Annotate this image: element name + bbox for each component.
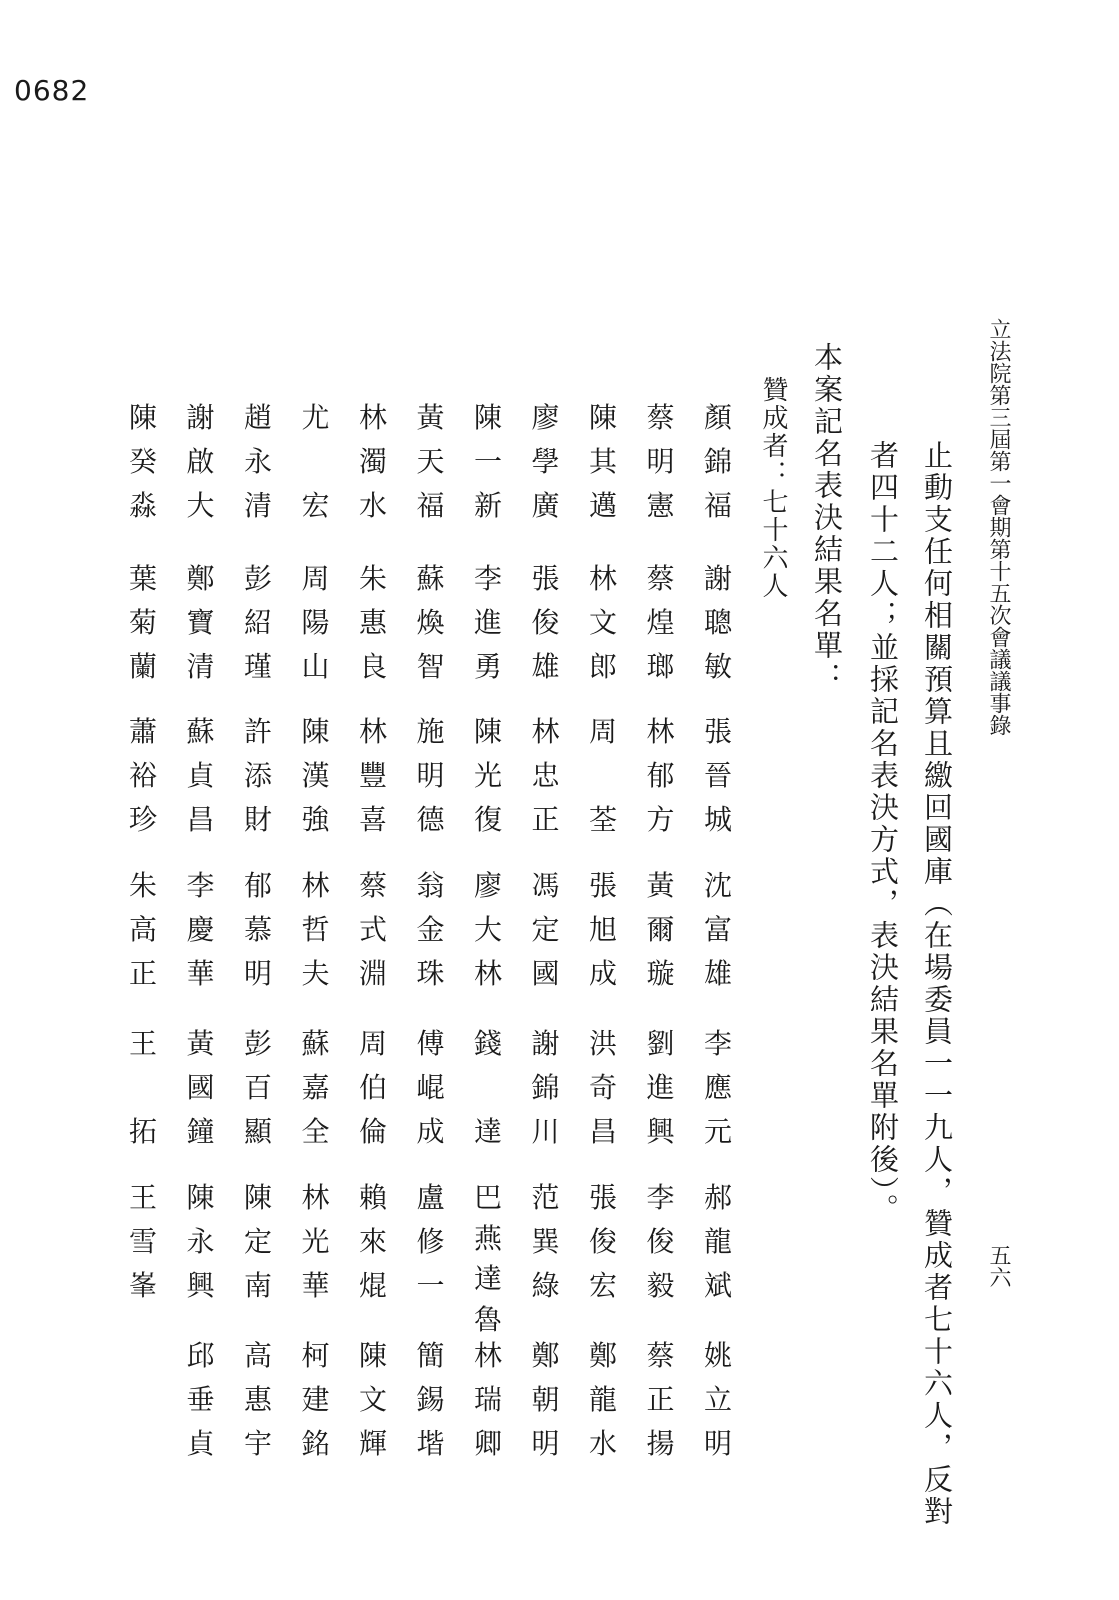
member-name: 劉 進 興 <box>646 1027 675 1148</box>
member-name: 張 旭 成 <box>589 869 618 990</box>
member-name: 黃 爾 璇 <box>646 869 675 990</box>
member-name: 范 巽 綠 <box>531 1181 560 1302</box>
member-name: 蔡 正 揚 <box>646 1339 675 1460</box>
member-name: 李 俊 毅 <box>646 1181 675 1302</box>
member-name: 謝 聰 敏 <box>704 562 733 683</box>
member-name: 李 應 元 <box>704 1027 733 1148</box>
member-name: 蔡 式 淵 <box>359 869 388 990</box>
member-name: 張 俊 宏 <box>589 1181 618 1302</box>
member-name: 廖 學 廣 <box>531 401 560 522</box>
member-name: 陳 癸 淼 <box>129 401 158 522</box>
member-name: 張 晉 城 <box>704 715 733 836</box>
member-name: 彭 紹 瑾 <box>244 562 273 683</box>
member-name: 陳 文 輝 <box>359 1339 388 1460</box>
member-name: 李 慶 華 <box>186 869 215 990</box>
member-name: 柯 建 銘 <box>301 1339 330 1460</box>
member-name: 沈 富 雄 <box>704 869 733 990</box>
member-name: 周 伯 倫 <box>359 1027 388 1148</box>
member-name: 林 瑞 卿 <box>474 1339 503 1460</box>
yes-votes-heading: 贊成者：七十六人 <box>758 376 788 600</box>
member-name: 謝 錦 川 <box>531 1027 560 1148</box>
member-name: 張 俊 雄 <box>531 562 560 683</box>
member-name: 趙 永 清 <box>244 401 273 522</box>
member-name: 林 光 華 <box>301 1181 330 1302</box>
member-name: 林 郁 方 <box>646 715 675 836</box>
member-name: 廖 大 林 <box>474 869 503 990</box>
result-list-title: 本案記名表決結果名單： <box>810 342 844 694</box>
folio-number: 五六 <box>986 1244 1011 1288</box>
member-name: 施 明 德 <box>416 715 445 836</box>
member-name: 陳 永 興 <box>186 1181 215 1302</box>
member-name: 周 陽 山 <box>301 562 330 683</box>
member-name: 傅 崐 成 <box>416 1027 445 1148</box>
member-name: 陳 光 復 <box>474 715 503 836</box>
member-name: 蘇 嘉 全 <box>301 1027 330 1148</box>
member-name: 馮 定 國 <box>531 869 560 990</box>
member-name: 洪 奇 昌 <box>589 1027 618 1148</box>
member-name: 盧 修 一 <box>416 1181 445 1302</box>
member-name: 蔡 明 憲 <box>646 401 675 522</box>
member-name: 王 雪 峯 <box>129 1181 158 1302</box>
member-name: 林 文 郎 <box>589 562 618 683</box>
page-number: 0682 <box>14 74 90 107</box>
member-name: 許 添 財 <box>244 715 273 836</box>
member-name: 郝 龍 斌 <box>704 1181 733 1302</box>
member-name: 陳 漢 強 <box>301 715 330 836</box>
body-text-line-1: 止動支任何相關預算且繳回國庫（在場委員一一九人，贊成者七十六人，反對 <box>920 440 954 1528</box>
member-name: 朱 高 正 <box>129 869 158 990</box>
member-name: 陳 其 邁 <box>589 401 618 522</box>
member-name: 彭 百 顯 <box>244 1027 273 1148</box>
member-name: 蕭 裕 珍 <box>129 715 158 836</box>
member-name: 林 濁 水 <box>359 401 388 522</box>
member-name: 鄭 朝 明 <box>531 1339 560 1460</box>
member-name: 翁 金 珠 <box>416 869 445 990</box>
member-name: 顏 錦 福 <box>704 401 733 522</box>
member-name: 朱 惠 良 <box>359 562 388 683</box>
member-name: 謝 啟 大 <box>186 401 215 522</box>
member-name: 鄭 龍 水 <box>589 1339 618 1460</box>
member-name: 林 忠 正 <box>531 715 560 836</box>
member-name: 周 荃 <box>589 715 618 836</box>
member-name: 林 哲 夫 <box>301 869 330 990</box>
member-name: 林 豐 喜 <box>359 715 388 836</box>
member-name: 邱 垂 貞 <box>186 1339 215 1460</box>
member-name: 陳 定 南 <box>244 1181 273 1302</box>
member-name: 王 拓 <box>129 1027 158 1148</box>
running-header-title: 立法院第三屆第一會期第十五次會議議事錄 <box>986 318 1011 736</box>
member-name: 高 惠 宇 <box>244 1339 273 1460</box>
member-name: 黃 國 鐘 <box>186 1027 215 1148</box>
member-name: 葉 菊 蘭 <box>129 562 158 683</box>
member-name: 李 進 勇 <box>474 562 503 683</box>
member-name: 蘇 煥 智 <box>416 562 445 683</box>
member-name: 姚 立 明 <box>704 1339 733 1460</box>
member-name: 尤 宏 <box>301 401 330 522</box>
member-name: 黃 天 福 <box>416 401 445 522</box>
member-name: 賴 來 焜 <box>359 1181 388 1302</box>
body-text-line-2: 者四十二人；並採記名表決方式，表決結果名單附後）。 <box>866 440 900 1226</box>
member-name: 陳 一 新 <box>474 401 503 522</box>
member-name: 簡 錫 堦 <box>416 1339 445 1460</box>
member-name: 蘇 貞 昌 <box>186 715 215 836</box>
member-name: 鄭 寶 清 <box>186 562 215 683</box>
member-name: 蔡 煌 瑯 <box>646 562 675 683</box>
member-name: 錢 達 <box>474 1027 503 1148</box>
member-name: 巴 燕 達 魯 <box>474 1181 503 1336</box>
member-name: 郁 慕 明 <box>244 869 273 990</box>
